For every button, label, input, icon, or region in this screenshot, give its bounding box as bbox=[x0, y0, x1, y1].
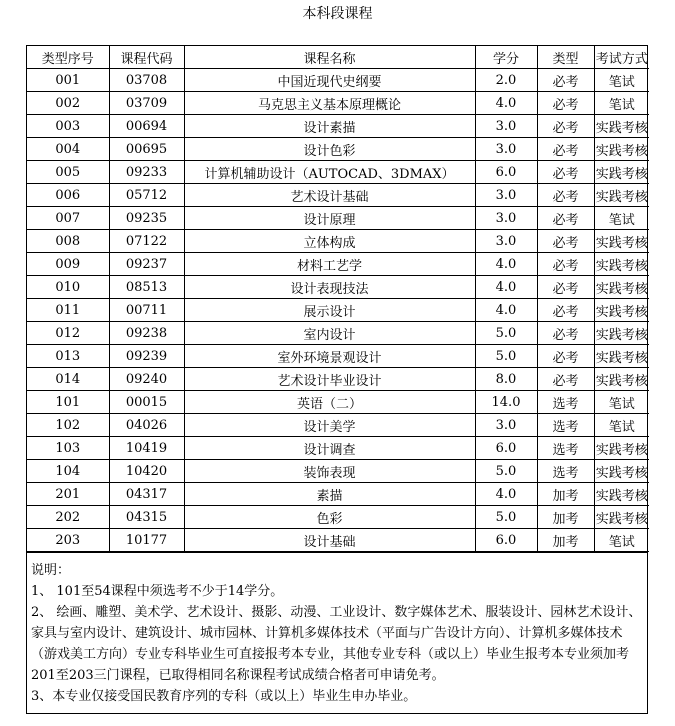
table-row bbox=[27, 161, 649, 184]
credits-cell: 3.0 bbox=[475, 184, 537, 207]
course-code-cell: 04315 bbox=[109, 506, 184, 529]
credits-cell: 6.0 bbox=[475, 161, 537, 184]
type-index-cell: 003 bbox=[27, 115, 109, 138]
table-row bbox=[27, 345, 649, 368]
type-cell: 必考 bbox=[537, 138, 594, 161]
credits-cell: 4.0 bbox=[475, 276, 537, 299]
column-header-type: 类型 bbox=[537, 46, 594, 69]
type-cell: 必考 bbox=[537, 207, 594, 230]
course-name-cell: 立体构成 bbox=[184, 230, 475, 253]
column-header-course-code: 课程代码 bbox=[109, 46, 184, 69]
column-header-exam-method: 考试方式 bbox=[594, 46, 649, 69]
table-row bbox=[27, 138, 649, 161]
exam-method-cell: 实践考核 bbox=[594, 460, 649, 483]
type-index-cell: 103 bbox=[27, 437, 109, 460]
type-index-cell: 011 bbox=[27, 299, 109, 322]
course-code-cell: 05712 bbox=[109, 184, 184, 207]
column-header-credits: 学分 bbox=[475, 46, 537, 69]
exam-method-cell: 实践考核 bbox=[594, 483, 649, 506]
exam-method-cell: 笔试 bbox=[594, 391, 649, 414]
table-row bbox=[27, 414, 649, 437]
exam-method-cell: 实践考核 bbox=[594, 161, 649, 184]
column-header-type-index: 类型序号 bbox=[27, 46, 109, 69]
course-code-cell: 07122 bbox=[109, 230, 184, 253]
type-cell: 选考 bbox=[537, 414, 594, 437]
course-name-cell: 英语（二） bbox=[184, 391, 475, 414]
course-code-cell: 03709 bbox=[109, 92, 184, 115]
course-name-cell: 设计基础 bbox=[184, 529, 475, 552]
exam-method-cell: 实践考核 bbox=[594, 230, 649, 253]
type-index-cell: 005 bbox=[27, 161, 109, 184]
type-cell: 加考 bbox=[537, 483, 594, 506]
credits-cell: 4.0 bbox=[475, 92, 537, 115]
type-cell: 选考 bbox=[537, 391, 594, 414]
type-index-cell: 203 bbox=[27, 529, 109, 552]
type-cell: 选考 bbox=[537, 437, 594, 460]
course-code-cell: 00015 bbox=[109, 391, 184, 414]
table-row bbox=[27, 299, 649, 322]
credits-cell: 5.0 bbox=[475, 460, 537, 483]
type-index-cell: 202 bbox=[27, 506, 109, 529]
table-row bbox=[27, 506, 649, 529]
course-name-cell: 展示设计 bbox=[184, 299, 475, 322]
credits-cell: 14.0 bbox=[475, 391, 537, 414]
type-index-cell: 201 bbox=[27, 483, 109, 506]
exam-method-cell: 实践考核 bbox=[594, 322, 649, 345]
course-name-cell: 装饰表现 bbox=[184, 460, 475, 483]
type-index-cell: 001 bbox=[27, 69, 109, 92]
credits-cell: 2.0 bbox=[475, 69, 537, 92]
course-name-cell: 素描 bbox=[184, 483, 475, 506]
type-index-cell: 014 bbox=[27, 368, 109, 391]
table-row bbox=[27, 322, 649, 345]
type-index-cell: 006 bbox=[27, 184, 109, 207]
course-code-cell: 09238 bbox=[109, 322, 184, 345]
notes-section bbox=[27, 552, 647, 713]
type-cell: 必考 bbox=[537, 322, 594, 345]
type-cell: 必考 bbox=[537, 161, 594, 184]
table-row bbox=[27, 69, 649, 92]
exam-method-cell: 实践考核 bbox=[594, 368, 649, 391]
credits-cell: 6.0 bbox=[475, 437, 537, 460]
table-row bbox=[27, 391, 649, 414]
table-row bbox=[27, 230, 649, 253]
course-code-cell: 10419 bbox=[109, 437, 184, 460]
type-cell: 必考 bbox=[537, 253, 594, 276]
exam-method-cell: 实践考核 bbox=[594, 437, 649, 460]
course-code-cell: 09237 bbox=[109, 253, 184, 276]
note-item-2: 2、 绘画、雕塑、美术学、艺术设计、摄影、动漫、工业设计、数字媒体艺术、服装设计、园林艺术设计、家具与室内设计、建筑设计、城市园林、计算机多媒体技术（平面与广告设计方向）、计算机多媒体技术（游戏美工方向）专业专科毕业生可直接报考本专业，其他专业专科（或以上）毕业生报考本专业须加考201至203三门课程，已取得相同名称课程考试成绩合格者可申请免考。 bbox=[31, 605, 642, 683]
page-title: 本科段课程 bbox=[302, 6, 373, 22]
type-cell: 必考 bbox=[537, 299, 594, 322]
credits-cell: 8.0 bbox=[475, 368, 537, 391]
course-code-cell: 03708 bbox=[109, 69, 184, 92]
type-index-cell: 102 bbox=[27, 414, 109, 437]
column-header-course-name: 课程名称 bbox=[184, 46, 475, 69]
course-code-cell: 09240 bbox=[109, 368, 184, 391]
course-code-cell: 00711 bbox=[109, 299, 184, 322]
credits-cell: 3.0 bbox=[475, 230, 537, 253]
type-cell: 必考 bbox=[537, 184, 594, 207]
exam-method-cell: 实践考核 bbox=[594, 184, 649, 207]
note-item-3: 3、本专业仅接受国民教育序列的专科（或以上）毕业生申办毕业。 bbox=[31, 689, 417, 704]
exam-method-cell: 笔试 bbox=[594, 69, 649, 92]
credits-cell: 3.0 bbox=[475, 414, 537, 437]
course-name-cell: 设计调查 bbox=[184, 437, 475, 460]
course-name-cell: 设计表现技法 bbox=[184, 276, 475, 299]
course-name-cell: 色彩 bbox=[184, 506, 475, 529]
type-index-cell: 101 bbox=[27, 391, 109, 414]
course-code-cell: 00695 bbox=[109, 138, 184, 161]
exam-method-cell: 实践考核 bbox=[594, 299, 649, 322]
credits-cell: 4.0 bbox=[475, 483, 537, 506]
table-row bbox=[27, 437, 649, 460]
credits-cell: 5.0 bbox=[475, 322, 537, 345]
course-table-container bbox=[26, 45, 648, 714]
type-index-cell: 104 bbox=[27, 460, 109, 483]
course-code-cell: 09233 bbox=[109, 161, 184, 184]
type-index-cell: 009 bbox=[27, 253, 109, 276]
type-index-cell: 008 bbox=[27, 230, 109, 253]
table-body bbox=[27, 69, 649, 552]
course-table bbox=[27, 46, 649, 552]
credits-cell: 3.0 bbox=[475, 138, 537, 161]
table-row bbox=[27, 253, 649, 276]
table-row bbox=[27, 207, 649, 230]
course-code-cell: 04026 bbox=[109, 414, 184, 437]
table-row bbox=[27, 529, 649, 552]
table-row bbox=[27, 184, 649, 207]
exam-method-cell: 实践考核 bbox=[594, 115, 649, 138]
type-index-cell: 012 bbox=[27, 322, 109, 345]
type-cell: 必考 bbox=[537, 276, 594, 299]
type-cell: 加考 bbox=[537, 529, 594, 552]
type-cell: 必考 bbox=[537, 92, 594, 115]
credits-cell: 5.0 bbox=[475, 345, 537, 368]
type-index-cell: 002 bbox=[27, 92, 109, 115]
table-header-row bbox=[27, 46, 649, 69]
course-code-cell: 10177 bbox=[109, 529, 184, 552]
table-row bbox=[27, 368, 649, 391]
type-cell: 必考 bbox=[537, 115, 594, 138]
exam-method-cell: 实践考核 bbox=[594, 276, 649, 299]
type-index-cell: 013 bbox=[27, 345, 109, 368]
notes-heading: 说明： bbox=[31, 563, 71, 578]
credits-cell: 4.0 bbox=[475, 299, 537, 322]
course-code-cell: 10420 bbox=[109, 460, 184, 483]
type-cell: 必考 bbox=[537, 230, 594, 253]
credits-cell: 3.0 bbox=[475, 207, 537, 230]
course-name-cell: 计算机辅助设计（AUTOCAD、3DMAX） bbox=[184, 161, 475, 184]
course-code-cell: 09239 bbox=[109, 345, 184, 368]
course-name-cell: 设计美学 bbox=[184, 414, 475, 437]
type-index-cell: 007 bbox=[27, 207, 109, 230]
credits-cell: 6.0 bbox=[475, 529, 537, 552]
table-row bbox=[27, 115, 649, 138]
course-name-cell: 室内设计 bbox=[184, 322, 475, 345]
course-name-cell: 艺术设计基础 bbox=[184, 184, 475, 207]
table-row bbox=[27, 483, 649, 506]
type-cell: 必考 bbox=[537, 345, 594, 368]
exam-method-cell: 笔试 bbox=[594, 92, 649, 115]
course-code-cell: 09235 bbox=[109, 207, 184, 230]
course-name-cell: 材料工艺学 bbox=[184, 253, 475, 276]
exam-method-cell: 实践考核 bbox=[594, 253, 649, 276]
course-name-cell: 设计原理 bbox=[184, 207, 475, 230]
exam-method-cell: 实践考核 bbox=[594, 345, 649, 368]
exam-method-cell: 笔试 bbox=[594, 414, 649, 437]
table-row bbox=[27, 460, 649, 483]
course-code-cell: 04317 bbox=[109, 483, 184, 506]
type-index-cell: 010 bbox=[27, 276, 109, 299]
course-code-cell: 00694 bbox=[109, 115, 184, 138]
course-name-cell: 马克思主义基本原理概论 bbox=[184, 92, 475, 115]
course-name-cell: 室外环境景观设计 bbox=[184, 345, 475, 368]
credits-cell: 3.0 bbox=[475, 115, 537, 138]
type-cell: 必考 bbox=[537, 69, 594, 92]
course-name-cell: 中国近现代史纲要 bbox=[184, 69, 475, 92]
table-row bbox=[27, 92, 649, 115]
course-name-cell: 设计色彩 bbox=[184, 138, 475, 161]
note-item-1: 1、 101至54课程中须选考不少于14学分。 bbox=[31, 584, 284, 599]
exam-method-cell: 笔试 bbox=[594, 207, 649, 230]
table-row bbox=[27, 276, 649, 299]
exam-method-cell: 实践考核 bbox=[594, 138, 649, 161]
exam-method-cell: 笔试 bbox=[594, 529, 649, 552]
exam-method-cell: 实践考核 bbox=[594, 506, 649, 529]
type-cell: 必考 bbox=[537, 368, 594, 391]
type-cell: 选考 bbox=[537, 460, 594, 483]
course-code-cell: 08513 bbox=[109, 276, 184, 299]
credits-cell: 5.0 bbox=[475, 506, 537, 529]
type-cell: 加考 bbox=[537, 506, 594, 529]
type-index-cell: 004 bbox=[27, 138, 109, 161]
course-name-cell: 设计素描 bbox=[184, 115, 475, 138]
credits-cell: 4.0 bbox=[475, 253, 537, 276]
course-name-cell: 艺术设计毕业设计 bbox=[184, 368, 475, 391]
